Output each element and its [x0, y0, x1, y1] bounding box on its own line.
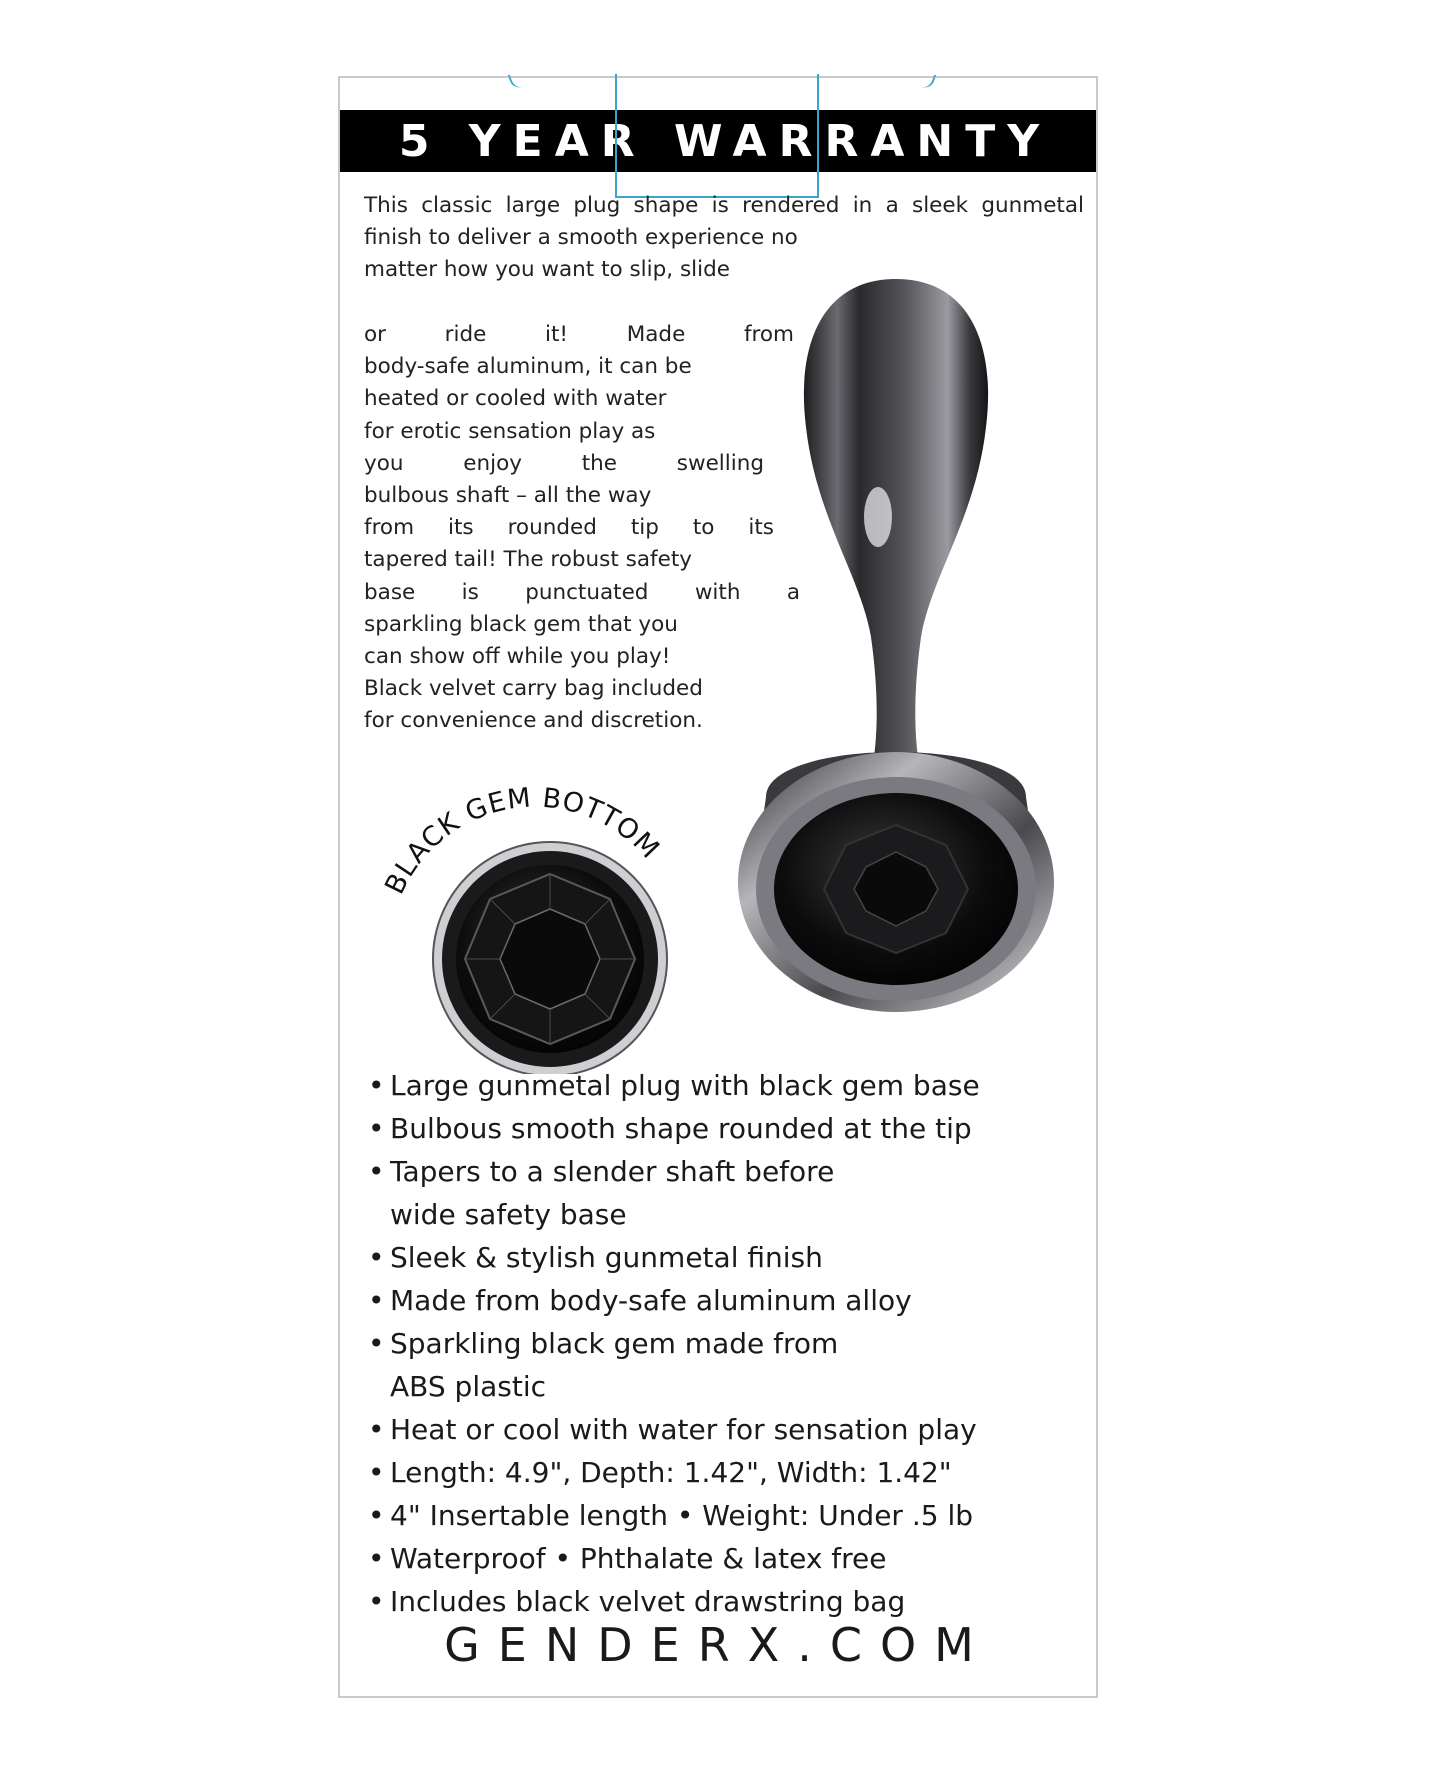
plug-product-image	[706, 277, 1086, 1067]
description-line: sparkling black gem that you	[364, 611, 678, 637]
feature-item: • Made from body-safe aluminum alloy	[366, 1279, 1096, 1322]
feature-item-continued: wide safety base	[390, 1198, 627, 1231]
description-line: or ride it! Made from	[364, 322, 794, 347]
feature-list	[366, 1064, 1096, 1623]
gem-bottom-label: BLACK GEM BOTTOM	[379, 782, 666, 900]
feature-item: • Sparkling black gem made from	[366, 1322, 1096, 1365]
description-line: for erotic sensation play as	[364, 418, 656, 444]
description-line: bulbous shaft – all the way	[364, 483, 652, 509]
feature-item: • Tapers to a slender shaft before	[366, 1150, 1096, 1193]
feature-item: • Large gunmetal plug with black gem base	[366, 1064, 1096, 1107]
feature-item: • Waterproof • Phthalate & latex free	[366, 1537, 1096, 1580]
website-text: GENDERX.COM	[444, 1618, 992, 1672]
feature-item-continued: ABS plastic	[390, 1370, 546, 1403]
description-line: Black velvet carry bag included	[364, 676, 703, 702]
feature-item: • Includes black velvet drawstring bag	[366, 1580, 1096, 1623]
hang-tab-outline	[615, 74, 819, 198]
description-line: base is punctuated with a	[364, 579, 800, 605]
feature-item: • Heat or cool with water for sensation play	[366, 1408, 1096, 1451]
feature-item: • Sleek & stylish gunmetal finish	[366, 1236, 1096, 1279]
decorative-arc	[916, 70, 937, 91]
decorative-arc	[508, 70, 529, 91]
description-line: tapered tail! The robust safety	[364, 547, 692, 573]
feature-item: • Bulbous smooth shape rounded at the tip	[366, 1107, 1096, 1150]
description-line: you enjoy the swelling	[364, 450, 764, 476]
description-line-3: matter how you want to slip, slide	[364, 257, 730, 283]
website-footer	[340, 1618, 1096, 1672]
description-intro	[364, 190, 1084, 287]
description-wide-text: This classic large plug shape is rendered in a sleek gunmetal finish to deliver a smooth experience no	[364, 193, 1084, 251]
description-line: body-safe aluminum, it can be	[364, 354, 692, 380]
description-line: for convenience and discretion.	[364, 708, 703, 734]
feature-item: • 4" Insertable length • Weight: Under .5 lb	[366, 1494, 1096, 1537]
package-back-panel	[338, 76, 1098, 1698]
feature-item: • Length: 4.9", Depth: 1.42", Width: 1.42"	[366, 1451, 1096, 1494]
description-line: from its rounded tip to its	[364, 515, 774, 541]
black-gem-closeup	[360, 714, 710, 1074]
warranty-title: 5 YEAR WARRANTY	[398, 115, 1052, 167]
description-line: heated or cooled with water	[364, 386, 667, 412]
description-line: can show off while you play!	[364, 644, 671, 670]
